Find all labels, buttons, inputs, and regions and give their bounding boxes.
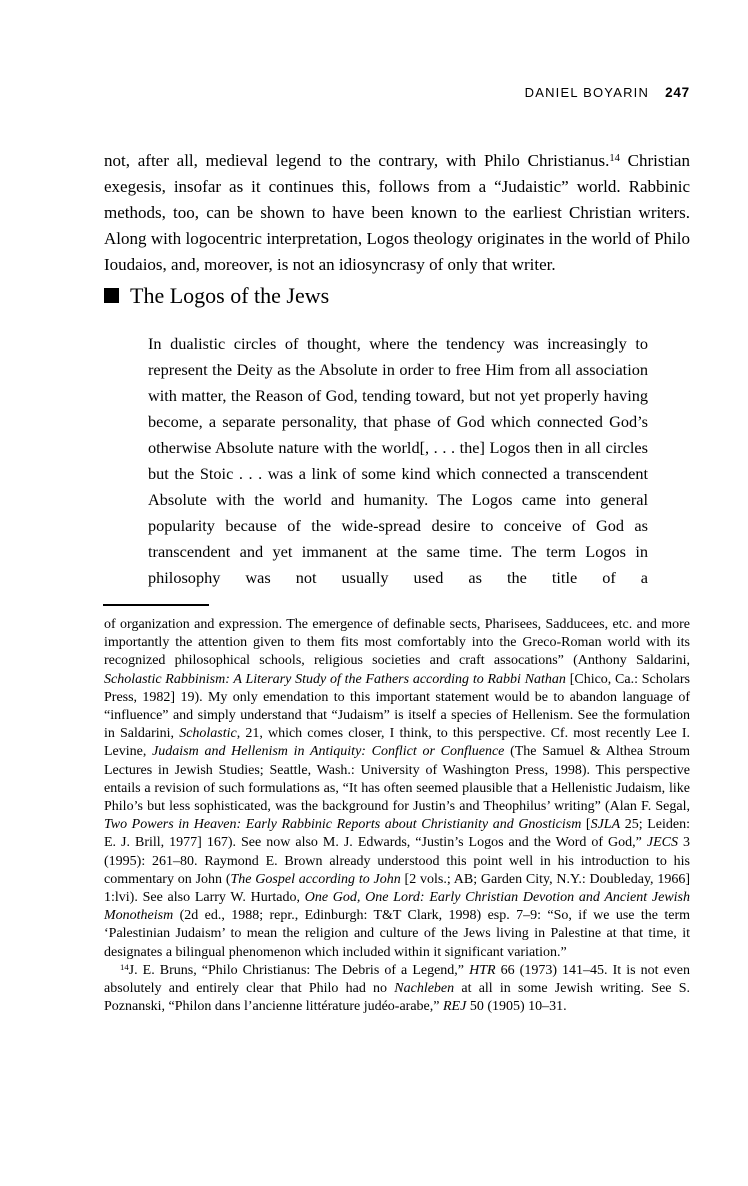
page-number: 247 <box>665 85 690 100</box>
section-heading <box>104 283 329 309</box>
footnote-14: $^{14}$J. E. Bruns, “Philo Christianus: The Debris of a Legend,” HTR 66 (1973) 141–45. It is not even absolutely and entirely clear that Philo had no Nachleben at all in some Jewish writing. See S. Poznanski, “Philon dans l’ancienne littérature judéo-arabe,” REJ 50 (1905) 10–31. <box>104 961 691 1015</box>
opening-paragraph: not, after all, medieval legend to the contrary, with Philo Christianus.$^{14}$ Christian exegesis, insofar as it continues this, follows from a “Judaistic” world. Rabbinic methods, too, can be shown to have been known to the earliest Christian writers. Along with logocentric interpretation, Logos theology originates in the world of Philo Ioudaios, and, moreover, is not an idiosyncrasy of only that writer. <box>104 151 690 274</box>
footnote-separator-rule <box>103 604 209 606</box>
footnote-continuation: of organization and expression. The emergence of definable sects, Pharisees, Sadducees, etc. and more importantly the attention given to them fits most comfortably into the Greco-Roman world with its recognized philosophical schools, religious societies and craft assocations” (Anthony Saldarini, Scholastic Rabbinism: A Literary Study of the Fathers according to Rabbi Nathan [Chico, Ca.: Scholars Press, 1982] 19). My only emendation to this important statement would be to abandon language of “influence” and simply understand that “Judaism” is itself a species of Hellenism. See the formulation in Saldarini, Scholastic, 21, which comes closer, I think, to this perspective. Cf. most recently Lee I. Levine, Judaism and Hellenism in Antiquity: Conflict or Confluence (The Samuel & Althea Stroum Lectures in Jewish Studies; Seattle, Wash.: University of Washington Press, 1998). This perspective entails a revision of such formulations as, “It has often seemed plausible that a Hellenistic Judaism, like Philo’s but less sophisticated, was the background for Justin’s and Theophilus’ writing” (Alan F. Segal, Two Powers in Heaven: Early Rabbinic Reports about Christianity and Gnosticism [SJLA 25; Leiden: E. J. Brill, 1977] 167). See now also M. J. Edwards, “Justin’s Logos and the Word of God,” JECS 3 (1995): 261–80. Raymond E. Brown already understood this point well in his introduction to his commentary on John (The Gospel according to John [2 vols.; AB; Garden City, N.Y.: Doubleday, 1966] 1:lvi). See also Larry W. Hurtado, One God, One Lord: Early Christian Devotion and Ancient Jewish Monotheism (2d ed., 1988; repr., Edinburgh: T&T Clark, 1998) esp. 7–9: “So, if we use the term ‘Palestinian Judaism’ to mean the religion and culture of the Jews living in Palestine at that time, it designates a bilingual phenomenon which included within it significant variation.” <box>104 617 691 960</box>
running-head-author: DANIEL BOYARIN <box>524 85 650 100</box>
section-marker-icon <box>104 288 119 303</box>
footnotes <box>104 616 690 1016</box>
block-quotation: In dualistic circles of thought, where the tendency was increasingly to represent the Deity as the Absolute in order to free Him from all association with matter, the Reason of God, tending toward, but not yet properly having become, a separate personality, that phase of God which connected God’s otherwise Absolute nature with the world[, . . . the] Logos then in all circles but the Stoic . . . was a link of some kind which connected a transcendent Absolute with the world and humanity. The Logos came into general popularity because of the wide-spread desire to conceive of God as transcendent and yet immanent at the same time. The term Logos in philosophy was not usually used as the title of a <box>148 334 648 587</box>
running-head <box>104 85 690 100</box>
section-heading-text: The Logos of the Jews <box>130 283 330 308</box>
